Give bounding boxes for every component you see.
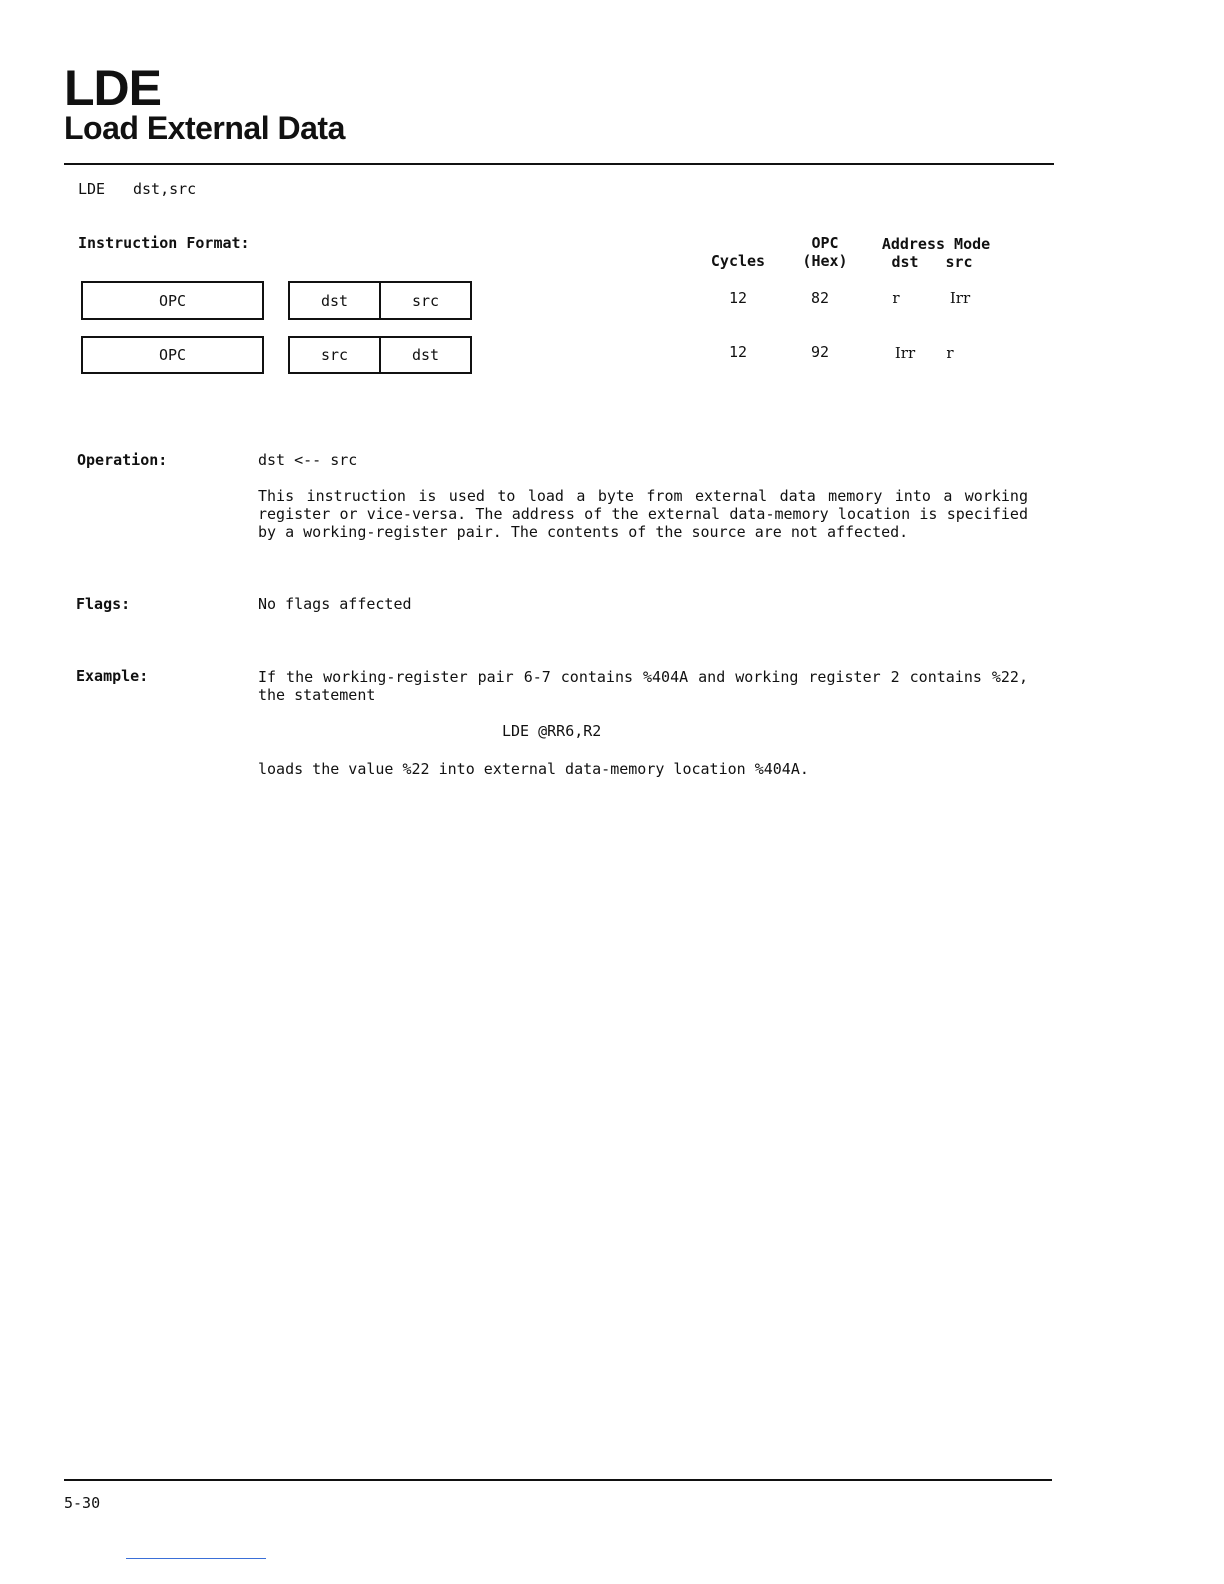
cycles-header: Cycles xyxy=(710,252,766,270)
operand-field-2: dst xyxy=(379,338,470,372)
operation-description: This instruction is used to load a byte from external data memory into a working register or vice-versa. The address of the external data-memory location is specified by a working-register pair. The contents of the source are not affected. xyxy=(258,487,1028,541)
cycles-value: 12 xyxy=(728,289,748,307)
syntax-operands: dst,src xyxy=(133,180,197,198)
operand-box xyxy=(288,281,472,320)
opcode-box-label: OPC xyxy=(158,291,187,310)
syntax-mnemonic: LDE xyxy=(78,180,106,198)
flags-text: No flags affected xyxy=(258,595,412,613)
operand-field-1: src xyxy=(320,346,349,364)
address-mode-dst-value: r xyxy=(892,289,900,307)
address-mode-src-value: Irr xyxy=(949,289,971,307)
operand-field-1: dst xyxy=(320,291,349,310)
opc-hex-value: 92 xyxy=(810,343,830,361)
footer-rule xyxy=(64,1479,1052,1481)
operation-formula: dst <-- src xyxy=(258,451,358,469)
address-mode-dst-header: dst xyxy=(891,253,919,271)
address-mode-dst-value: Irr xyxy=(894,344,916,362)
operand-field-2: src xyxy=(379,283,470,318)
page-title: LDE xyxy=(64,60,161,116)
opcode-box xyxy=(81,281,264,320)
opc-header-line2: (Hex) xyxy=(802,252,848,270)
instruction-format-label: Instruction Format: xyxy=(78,234,250,252)
address-mode-src-value: r xyxy=(946,344,954,362)
flags-label: Flags: xyxy=(76,595,131,613)
example-result: loads the value %22 into external data-memory location %404A. xyxy=(258,760,809,778)
page-number: 5-30 xyxy=(64,1494,101,1512)
address-mode-src-header: src xyxy=(945,253,973,271)
example-code: LDE @RR6,R2 xyxy=(502,722,602,740)
page-subtitle: Load External Data xyxy=(64,110,345,146)
opcode-box xyxy=(81,336,264,374)
operand-box xyxy=(288,336,472,374)
header-rule xyxy=(64,163,1054,165)
example-intro: If the working-register pair 6-7 contains %404A and working register 2 contains %22, the statement xyxy=(258,668,1028,704)
opc-hex-value: 82 xyxy=(810,289,830,307)
operation-label: Operation: xyxy=(77,451,168,469)
opcode-box-label: OPC xyxy=(158,346,187,364)
opc-header-line1: OPC xyxy=(811,234,839,252)
cycles-value: 12 xyxy=(728,343,748,361)
scan-artifact-line xyxy=(126,1558,266,1559)
address-mode-header: Address Mode xyxy=(881,235,991,253)
example-label: Example: xyxy=(76,667,149,685)
